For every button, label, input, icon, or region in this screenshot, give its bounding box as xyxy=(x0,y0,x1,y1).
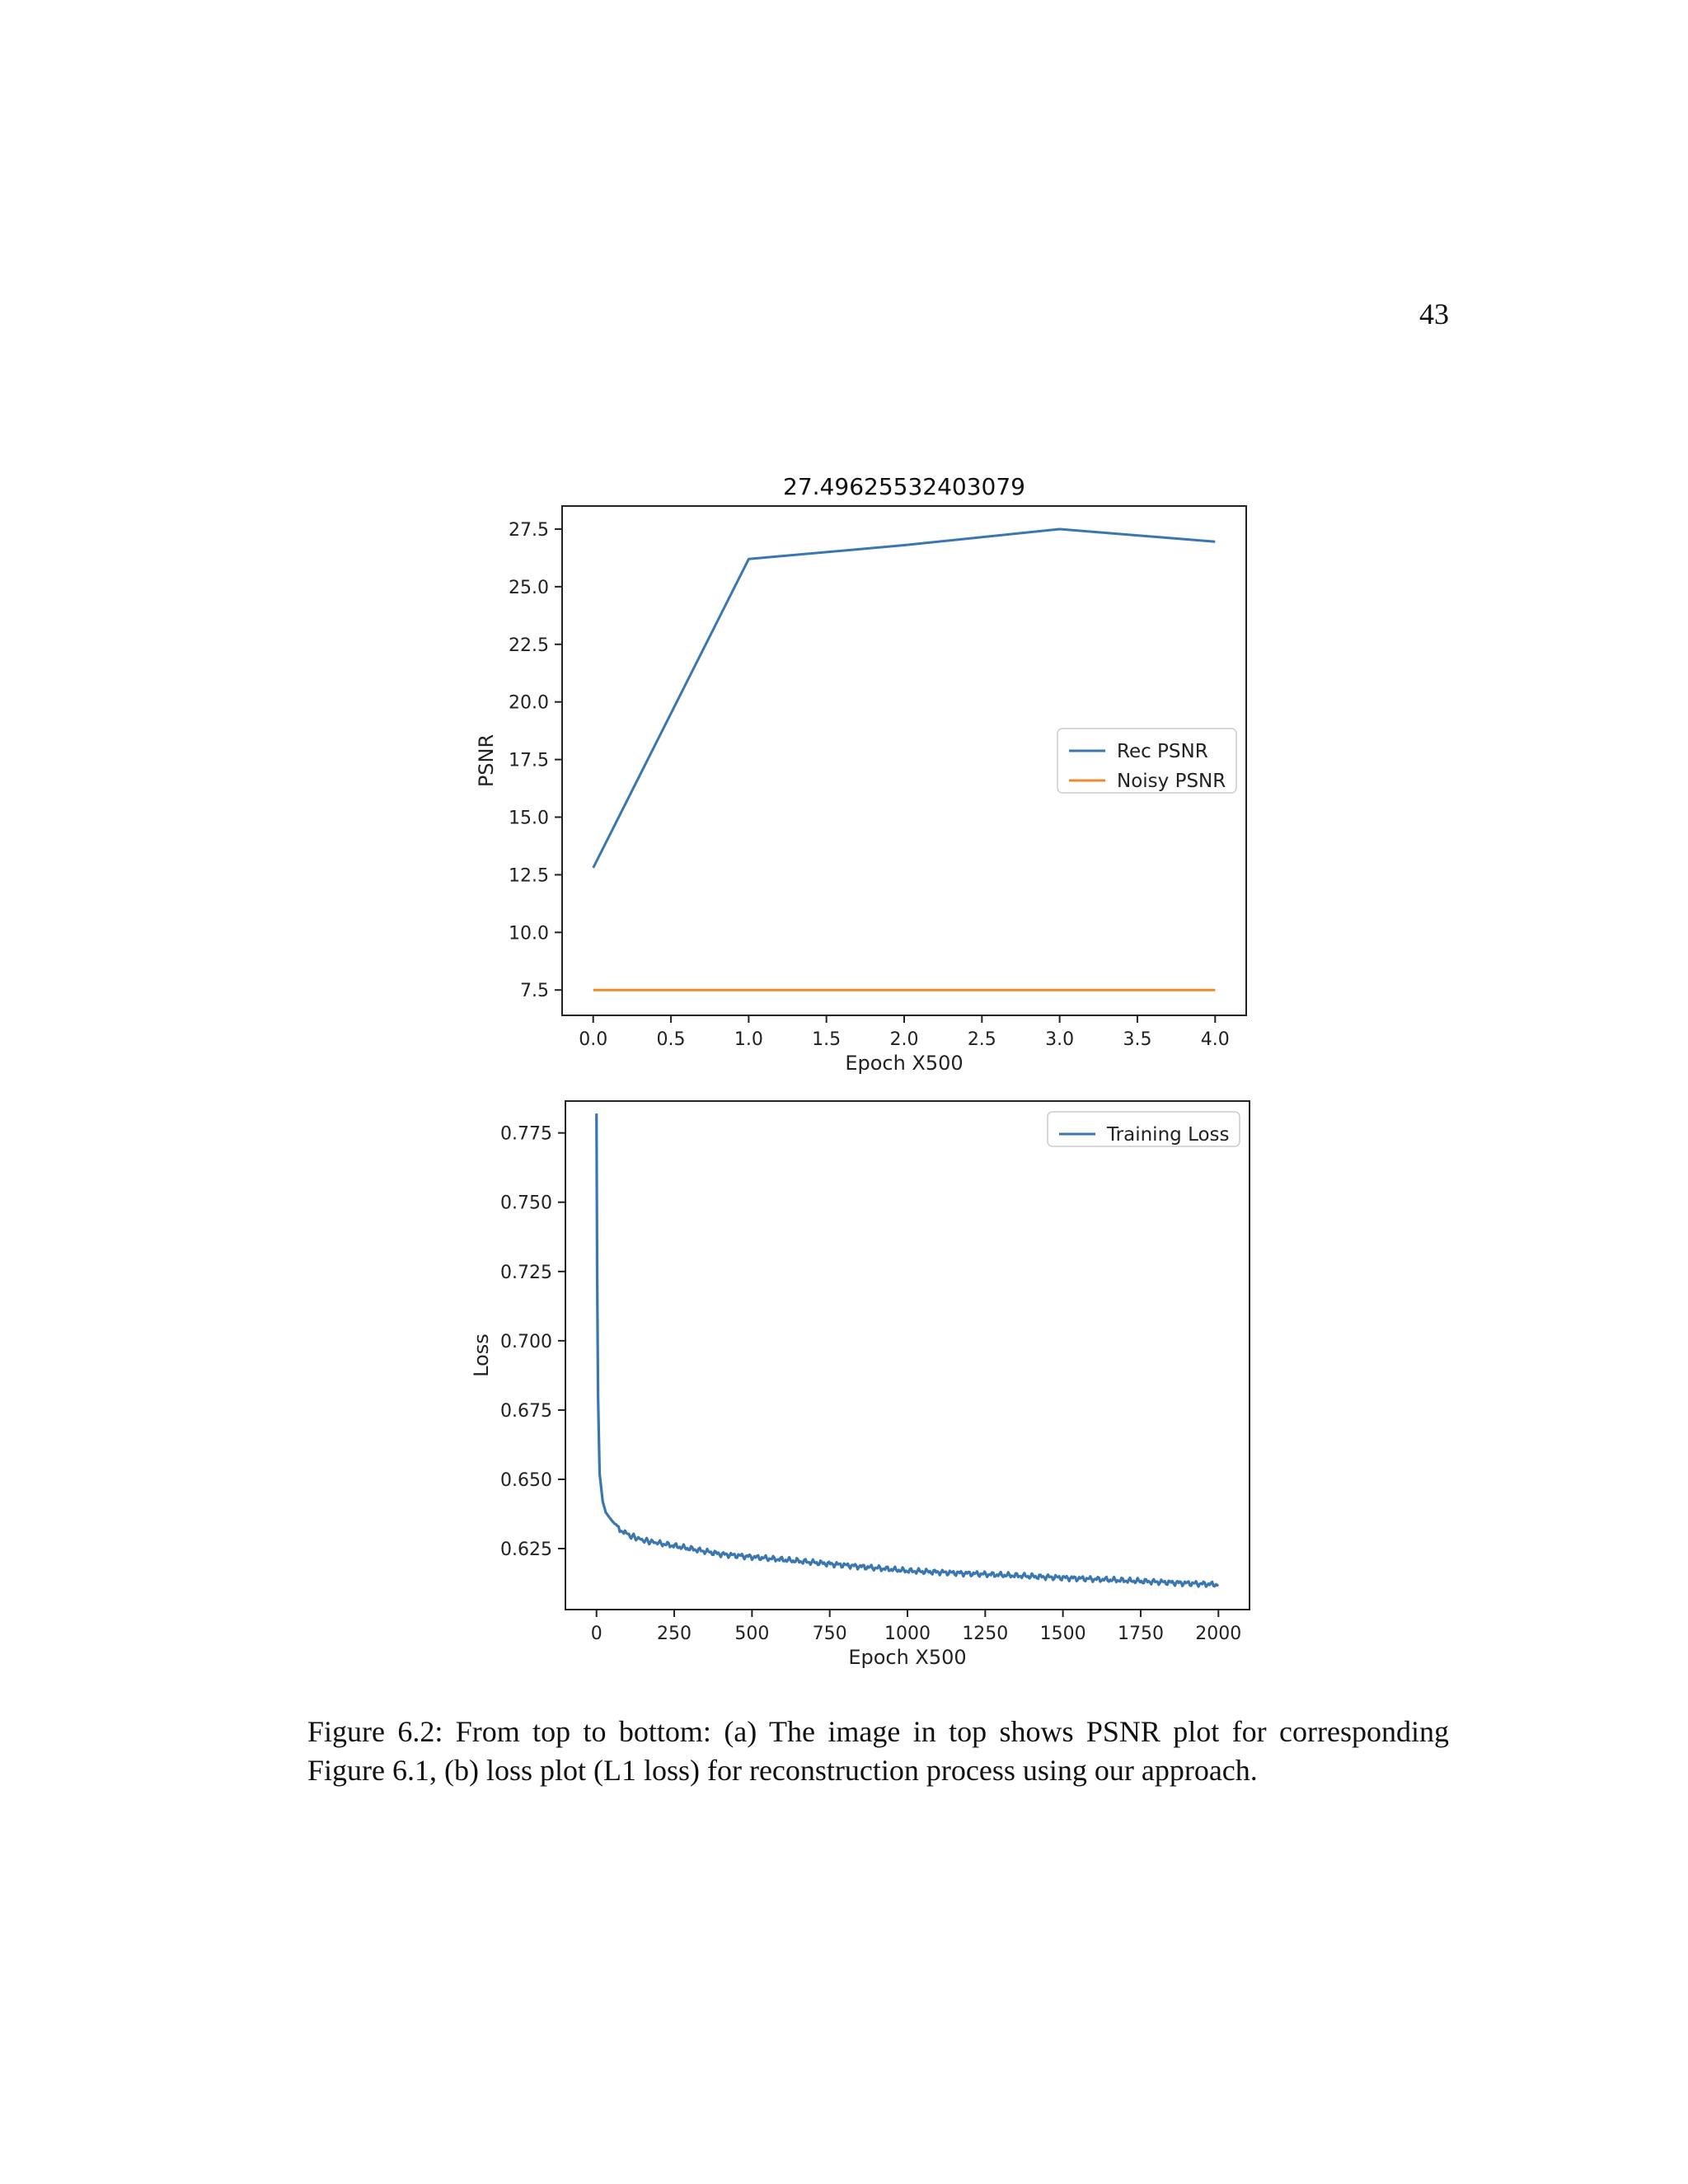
y-tick-label: 7.5 xyxy=(520,981,549,1002)
x-axis-label: Epoch X500 xyxy=(845,1052,964,1075)
y-tick-label: 12.5 xyxy=(509,865,549,887)
x-tick-label: 1.0 xyxy=(734,1029,763,1050)
y-tick-label: 27.5 xyxy=(509,519,549,541)
x-tick-label: 0.0 xyxy=(579,1029,608,1050)
x-tick-label: 1.5 xyxy=(812,1029,842,1050)
plot-frame xyxy=(565,1101,1250,1610)
y-tick-label: 0.675 xyxy=(500,1400,552,1422)
y-tick-label: 0.650 xyxy=(500,1469,552,1491)
y-tick-label: 20.0 xyxy=(509,692,549,714)
legend-label: Rec PSNR xyxy=(1117,741,1208,762)
y-axis-label: PSNR xyxy=(475,733,498,788)
y-tick-label: 0.775 xyxy=(500,1123,552,1145)
y-tick-label: 0.700 xyxy=(500,1331,552,1352)
x-tick-label: 1500 xyxy=(1039,1624,1086,1644)
page-number: 43 xyxy=(1419,298,1449,330)
y-axis-label: Loss xyxy=(470,1333,493,1377)
x-tick-label: 1250 xyxy=(962,1624,1009,1644)
x-tick-label: 2.0 xyxy=(889,1029,919,1050)
x-tick-label: 1750 xyxy=(1117,1624,1164,1644)
y-tick-label: 15.0 xyxy=(509,808,549,829)
x-tick-label: 0 xyxy=(590,1624,603,1644)
legend-label: Noisy PSNR xyxy=(1117,771,1226,792)
figure-caption: Figure 6.2: From top to bottom: (a) The image in top shows PSNR plot for corresponding Figure 6.1, (b) loss plot (L1 loss) for reconstruction process using our approach. xyxy=(307,1715,1449,1787)
x-tick-label: 0.5 xyxy=(656,1029,686,1050)
y-tick-label: 0.625 xyxy=(500,1540,552,1561)
chart-title: 27.49625532403079 xyxy=(783,473,1025,500)
x-axis-label: Epoch X500 xyxy=(848,1646,967,1669)
x-tick-label: 3.5 xyxy=(1123,1029,1152,1050)
y-tick-label: 17.5 xyxy=(509,750,549,771)
y-tick-label: 25.0 xyxy=(509,577,549,598)
y-tick-label: 0.725 xyxy=(500,1262,552,1283)
x-tick-label: 500 xyxy=(734,1624,770,1644)
x-tick-label: 250 xyxy=(657,1624,692,1644)
y-tick-label: 22.5 xyxy=(509,635,549,656)
y-tick-label: 10.0 xyxy=(509,923,549,944)
x-tick-label: 750 xyxy=(812,1624,847,1644)
x-tick-label: 2.5 xyxy=(967,1029,996,1050)
x-tick-label: 4.0 xyxy=(1200,1029,1230,1050)
x-tick-label: 2000 xyxy=(1195,1624,1242,1644)
x-tick-label: 1000 xyxy=(884,1624,931,1644)
legend-label: Training Loss xyxy=(1107,1124,1230,1146)
x-tick-label: 3.0 xyxy=(1045,1029,1075,1050)
y-tick-label: 0.750 xyxy=(500,1193,552,1214)
series-line-training-loss xyxy=(597,1113,1219,1586)
